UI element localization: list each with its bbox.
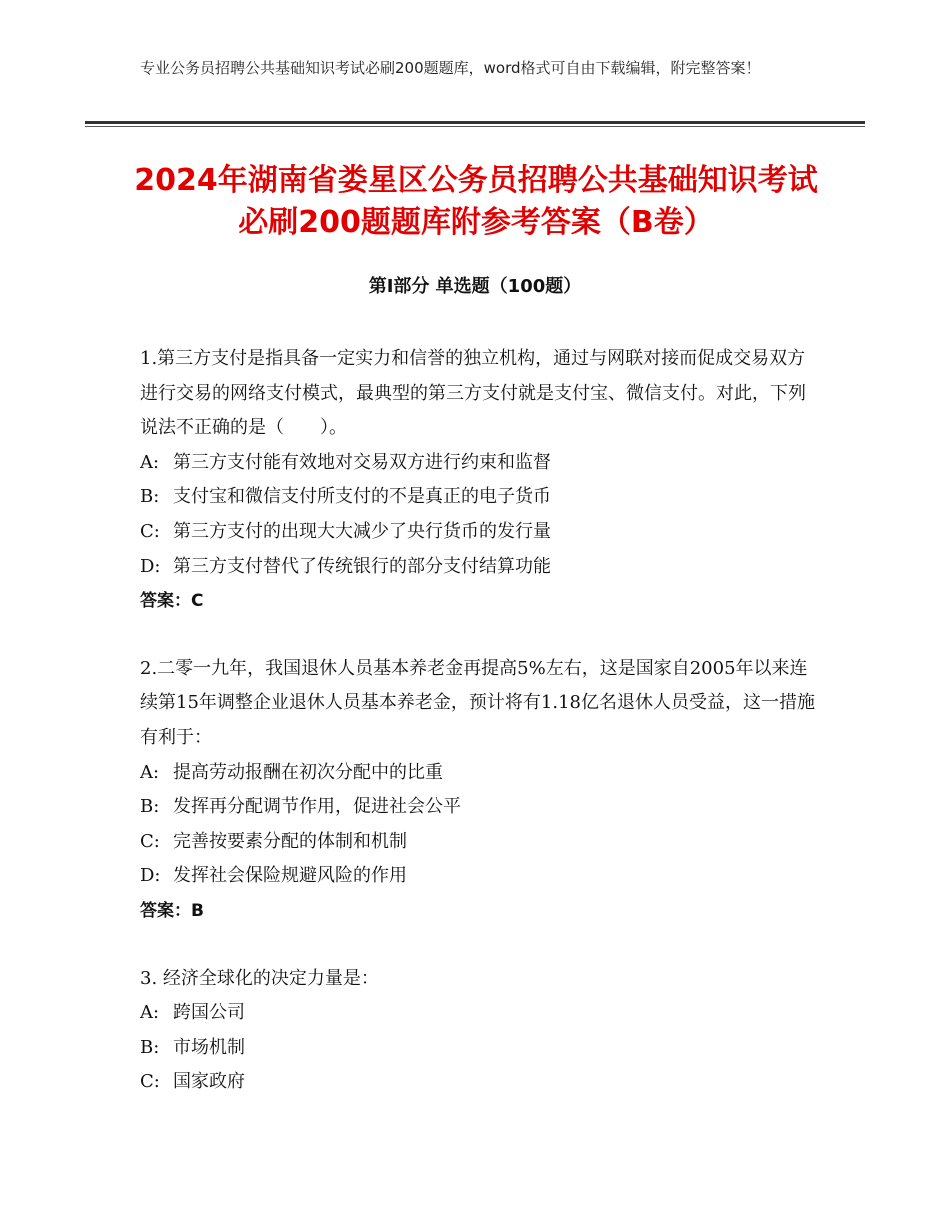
header-divider-thin: [85, 126, 865, 127]
option-d: [140, 859, 820, 894]
option-text: 发挥再分配调节作用，促进社会公平: [173, 796, 461, 818]
question-3: [140, 962, 820, 1100]
answer-line: 答案：B: [140, 900, 204, 921]
option-text: 发挥社会保险规避风险的作用: [173, 865, 407, 887]
option-a: [140, 446, 820, 481]
question-stem: 1.第三方支付是指具备一定实力和信誉的独立机构，通过与网联对接而促成交易双方进行交易的网络支付模式，最典型的第三方支付就是支付宝、微信支付。对此，下列说法不正确的是（ ）。: [140, 348, 806, 439]
option-c: [140, 1065, 820, 1100]
option-letter: D:: [140, 555, 161, 577]
option-text: 支付宝和微信支付所支付的不是真正的电子货币: [173, 486, 551, 508]
option-letter: A:: [140, 451, 160, 473]
option-d: [140, 550, 820, 585]
answer-line: 答案：C: [140, 591, 204, 612]
option-b: [140, 790, 820, 825]
option-a: [140, 996, 820, 1031]
option-letter: C:: [140, 1071, 160, 1093]
section-title: 第Ⅰ部分 单选题（100题）: [368, 276, 582, 297]
document-title: 2024年湖南省娄星区公务员招聘公共基础知识考试必刷200题题库附参考答案（B卷）: [134, 163, 818, 240]
option-a: [140, 756, 820, 791]
question-1: [140, 342, 820, 619]
question-stem: 3. 经济全球化的决定力量是：: [140, 967, 379, 989]
option-letter: B:: [140, 796, 160, 818]
option-text: 第三方支付的出现大大减少了央行货币的发行量: [173, 520, 551, 542]
option-letter: C:: [140, 830, 160, 852]
option-b: [140, 480, 820, 515]
option-text: 第三方支付能有效地对交易双方进行约束和监督: [173, 451, 551, 473]
option-letter: B:: [140, 1036, 160, 1058]
option-letter: C:: [140, 520, 160, 542]
option-c: [140, 825, 820, 860]
option-b: [140, 1031, 820, 1066]
header-divider-thick: [85, 121, 865, 124]
question-stem: 2.二零一九年，我国退休人员基本养老金再提高5%左右，这是国家自2005年以来连续第15年调整企业退休人员基本养老金，预计将有1.18亿名退休人员受益，这一措施有利于：: [140, 657, 815, 748]
option-text: 第三方支付替代了传统银行的部分支付结算功能: [173, 555, 551, 577]
option-text: 跨国公司: [173, 1002, 245, 1024]
option-letter: B:: [140, 486, 160, 508]
header-note: 专业公务员招聘公共基础知识考试必刷200题题库，word格式可自由下载编辑，附完整答案！: [140, 59, 761, 77]
question-list: [140, 342, 820, 1133]
option-text: 完善按要素分配的体制和机制: [173, 830, 407, 852]
option-letter: A:: [140, 1002, 160, 1024]
option-letter: A:: [140, 761, 160, 783]
option-text: 市场机制: [173, 1036, 245, 1058]
option-text: 国家政府: [173, 1071, 245, 1093]
option-c: [140, 515, 820, 550]
option-text: 提高劳动报酬在初次分配中的比重: [173, 761, 443, 783]
question-2: [140, 652, 820, 929]
option-letter: D:: [140, 865, 161, 887]
